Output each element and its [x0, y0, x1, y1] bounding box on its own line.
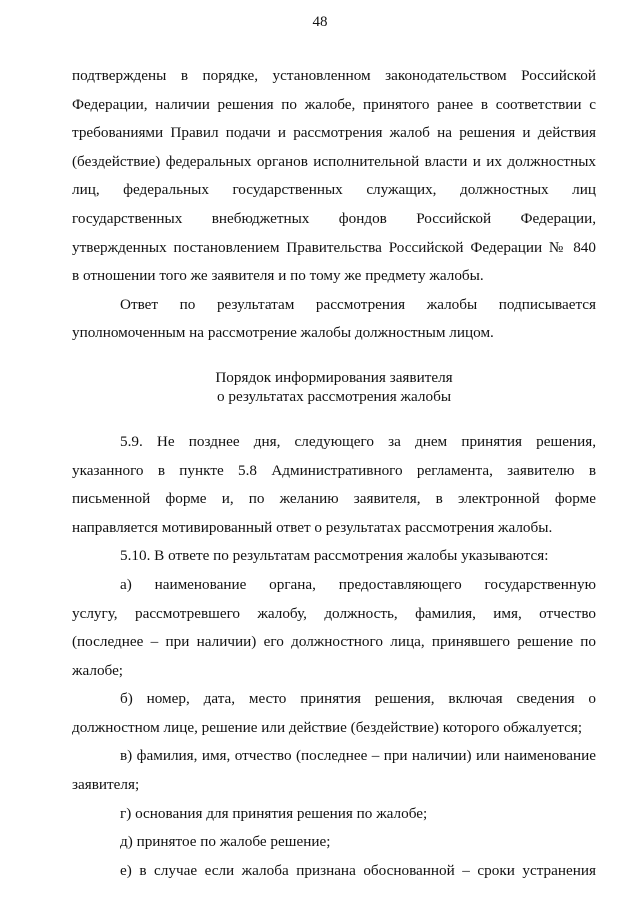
paragraph-line: лиц, федеральных государственных служащих, должностных лиц [72, 181, 596, 199]
list-item-line: услугу, рассмотревшего жалобу, должность, фамилия, имя, отчество [72, 604, 596, 622]
list-item-line: е) в случае если жалоба признана обоснованной – сроки устранения [120, 861, 596, 879]
paragraph-line: Ответ по результатам рассмотрения жалобы подписывается [120, 295, 596, 313]
section-heading-line: о результатах рассмотрения жалобы [216, 387, 452, 405]
list-item-line: (последнее – при наличии) его должностного лица, принявшего решение по [72, 633, 596, 651]
paragraph-line: в отношении того же заявителя и по тому же предмету жалобы. [72, 267, 484, 285]
section-heading [72, 368, 596, 406]
paragraph-line: требованиями Правил подачи и рассмотрения жалоб на решения и действия [72, 124, 596, 142]
paragraph-line: Федерации, наличии решения по жалобе, принятого ранее в соответствии с [72, 95, 596, 113]
list-item-line: д) принятое по жалобе решение; [120, 833, 331, 851]
document-body [72, 62, 596, 885]
paragraph-line: 5.10. В ответе по результатам рассмотрения жалобы указываются: [120, 547, 549, 565]
list-item-line: б) номер, дата, место принятия решения, включая сведения о [120, 690, 596, 708]
paragraph-line: государственных внебюджетных фондов Российской Федерации, [72, 209, 596, 227]
list-item-line: г) основания для принятия решения по жалобе; [120, 804, 428, 822]
paragraph-line: указанного в пункте 5.8 Административного регламента, заявителю в [72, 461, 596, 479]
paragraph-line: 5.9. Не позднее дня, следующего за днем принятия решения, [120, 432, 596, 450]
paragraph-line: утвержденных постановлением Правительства Российской Федерации № 840 [72, 238, 596, 256]
list-item-line: должностном лице, решение или действие (бездействие) которого обжалуется; [72, 718, 583, 736]
list-item-line: а) наименование органа, предоставляющего государственную [120, 575, 596, 593]
paragraph-line: уполномоченным на рассмотрение жалобы должностным лицом. [72, 324, 494, 342]
section-heading-line: Порядок информирования заявителя [215, 368, 453, 386]
list-item-line: в) фамилия, имя, отчество (последнее – при наличии) или наименование [120, 747, 596, 765]
list-item-line: жалобе; [72, 661, 124, 679]
paragraph-line: подтверждены в порядке, установленном законодательством Российской [72, 67, 596, 84]
paragraph-line: (бездействие) федеральных органов исполнительной власти и их должностных [72, 152, 596, 170]
paragraph-line: направляется мотивированный ответ о результатах рассмотрения жалобы. [72, 518, 553, 536]
list-item-line: заявителя; [72, 776, 140, 794]
paragraph-line: письменной форме и, по желанию заявителя, в электронной форме [72, 490, 596, 508]
page-number: 48 [312, 14, 328, 30]
